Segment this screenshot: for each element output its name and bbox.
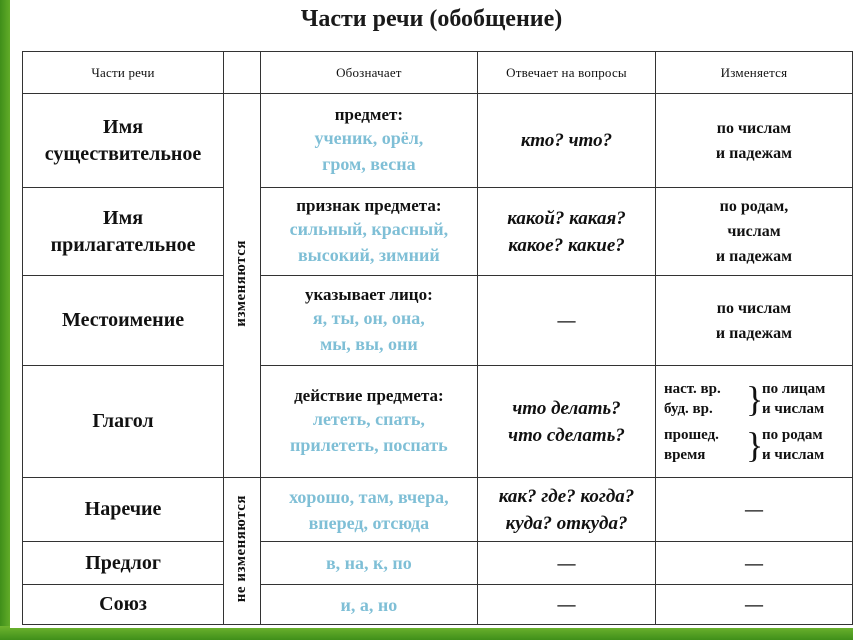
- tense-labels-past: [664, 425, 746, 465]
- question-text: что сделать?: [508, 424, 625, 446]
- part-name: Имя: [103, 206, 144, 229]
- changes-text: и падежам: [715, 324, 793, 342]
- group-changeable-cell: [224, 94, 261, 478]
- tense-label: буд. вр.: [663, 400, 713, 417]
- document-page: [10, 0, 853, 628]
- means-heading: предмет:: [334, 104, 404, 124]
- questions-cell-adjective: [478, 188, 656, 276]
- table-row-adverb: [23, 478, 853, 542]
- example-words: вперед, отсюда: [308, 512, 430, 533]
- means-cell-conjunction: [260, 585, 477, 625]
- brace-symbol: }: [745, 378, 764, 419]
- changes-text: и числам: [761, 446, 825, 463]
- part-cell-pronoun: Местоимение: [23, 276, 224, 366]
- changes-text: по числам: [716, 299, 792, 317]
- example-words: гром, весна: [322, 153, 416, 174]
- changes-cell-conjunction: —: [655, 585, 852, 625]
- part-cell-adjective: [23, 188, 224, 276]
- group-unchangeable-label: не изменяются: [233, 494, 250, 603]
- page-title: Части речи (обобщение): [300, 6, 563, 32]
- changes-text: по лицам: [761, 380, 826, 397]
- question-text: какое? какие?: [508, 234, 625, 256]
- question-text: что делать?: [512, 397, 621, 419]
- part-cell-preposition: Предлог: [23, 542, 224, 585]
- means-heading: признак предмета:: [296, 195, 442, 215]
- header-means: Обозначает: [260, 52, 477, 94]
- changes-text: и падежам: [715, 144, 793, 162]
- table-row-adjective: [23, 188, 853, 276]
- example-words: мы, вы, они: [319, 333, 418, 354]
- means-cell-pronoun: [260, 276, 477, 366]
- example-words: хорошо, там, вчера,: [289, 486, 449, 507]
- table-row-conjunction: [23, 585, 853, 625]
- example-words: и, а, но: [340, 594, 398, 615]
- changes-cell-verb: [655, 366, 852, 478]
- example-words: я, ты, он, она,: [312, 307, 425, 328]
- questions-cell-adverb: [478, 478, 656, 542]
- example-words: высокий, зимний: [297, 244, 440, 265]
- parts-of-speech-table: [22, 51, 853, 625]
- tense-label: наст. вр.: [663, 380, 721, 397]
- example-words: в, на, к, по: [325, 553, 412, 573]
- header-changes: Изменяется: [655, 52, 852, 94]
- group-unchangeable-cell: [224, 478, 261, 625]
- means-cell-preposition: [260, 542, 477, 585]
- means-heading: действие предмета:: [294, 385, 444, 405]
- changes-by-person: [762, 379, 852, 419]
- part-cell-conjunction: Союз: [23, 585, 224, 625]
- changes-cell-noun: [655, 94, 852, 188]
- tense-label: время: [663, 446, 706, 463]
- group-changeable-label: изменяются: [233, 239, 250, 327]
- question-text: какой? какая?: [507, 207, 626, 229]
- verb-changes-grid: [664, 379, 852, 465]
- header-questions: Отвечает на вопросы: [478, 52, 656, 94]
- table-row-noun: [23, 94, 853, 188]
- part-cell-noun: [23, 94, 224, 188]
- header-group-empty: [224, 52, 261, 94]
- changes-text: по числам: [716, 119, 792, 137]
- changes-cell-pronoun: [655, 276, 852, 366]
- part-name: прилагательное: [50, 233, 196, 256]
- means-cell-noun: [260, 94, 477, 188]
- question-text: как? где? когда?: [498, 485, 635, 507]
- changes-cell-adverb: —: [655, 478, 852, 542]
- green-bottom-border: [0, 626, 853, 640]
- questions-cell-noun: кто? что?: [478, 94, 656, 188]
- brace-symbol: }: [745, 424, 764, 465]
- means-cell-adverb: [260, 478, 477, 542]
- table-row-pronoun: [23, 276, 853, 366]
- changes-text: числам: [727, 223, 781, 240]
- header-part: Части речи: [23, 52, 224, 94]
- part-cell-adverb: Наречие: [23, 478, 224, 542]
- changes-text: по родам,: [719, 198, 789, 215]
- example-words: сильный, красный,: [289, 218, 449, 239]
- changes-cell-adjective: [655, 188, 852, 276]
- tense-labels-present-future: [664, 379, 746, 419]
- question-text: куда? откуда?: [505, 512, 628, 534]
- changes-text: и числам: [761, 400, 825, 417]
- questions-cell-verb: [478, 366, 656, 478]
- table-row-verb: [23, 366, 853, 478]
- table-row-preposition: [23, 542, 853, 585]
- part-name: Имя: [103, 115, 144, 138]
- questions-cell-conjunction: —: [478, 585, 656, 625]
- header-row: [23, 52, 853, 94]
- questions-cell-preposition: —: [478, 542, 656, 585]
- means-heading: указывает лицо:: [304, 284, 433, 304]
- part-cell-verb: Глагол: [23, 366, 224, 478]
- tense-label: прошед.: [663, 426, 719, 443]
- example-words: лететь, спать,: [312, 408, 425, 429]
- changes-cell-preposition: —: [655, 542, 852, 585]
- part-name: существительное: [44, 142, 202, 165]
- example-words: прилететь, поспать: [290, 434, 448, 455]
- means-cell-adjective: [260, 188, 477, 276]
- means-cell-verb: [260, 366, 477, 478]
- changes-text: и падежам: [715, 248, 793, 265]
- questions-cell-pronoun: —: [478, 276, 656, 366]
- changes-by-gender: [762, 425, 852, 465]
- example-words: ученик, орёл,: [314, 127, 424, 148]
- changes-text: по родам: [761, 426, 823, 443]
